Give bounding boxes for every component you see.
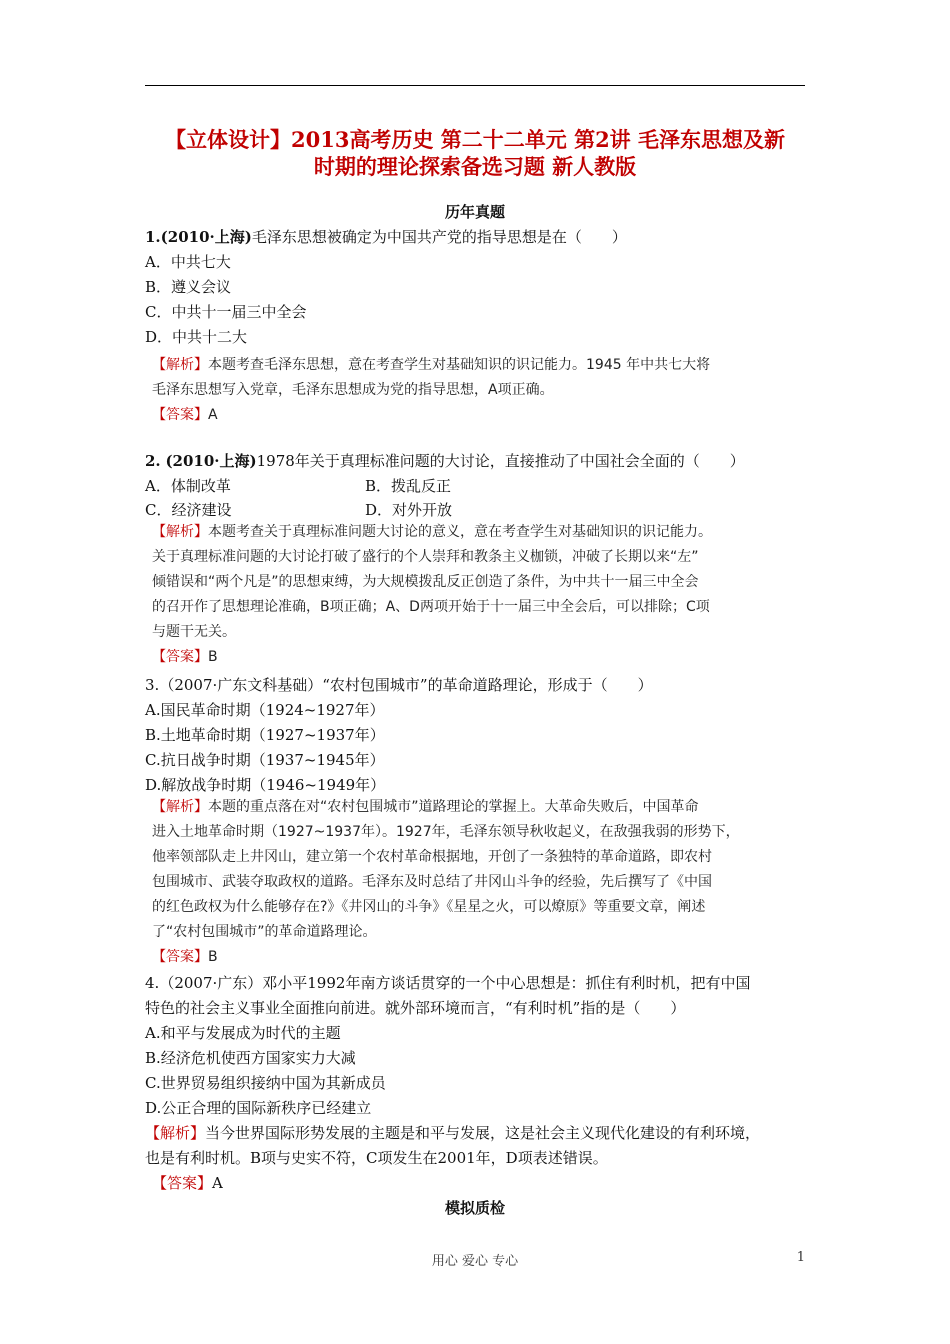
question-3-answer: B: [208, 949, 218, 965]
question-3-text: “农村包围城市”的革命道路理论，形成于（ ）: [322, 676, 653, 694]
question-3-stem: [145, 675, 810, 695]
question-3-explanation: [152, 795, 812, 970]
footer-motto: 用心 爱心 专心: [431, 1254, 519, 1269]
answer-tag: 【答案】: [152, 1174, 213, 1192]
question-3-option-b: B.土地革命时期（1927~1937年）: [145, 726, 385, 744]
answer-tag: 【答案】: [152, 649, 208, 665]
explanation-line: 的召开作了思想理论准确，B项正确；A、D两项开始于十一届三中全会后，可以排除；C项: [152, 599, 710, 615]
explanation-line: 进入土地革命时期（1927~1937年）。1927年，毛泽东领导秋收起义，在敌强我弱的形势下，: [152, 824, 740, 840]
explanation-line: 当今世界国际形势发展的主题是和平与发展，这是社会主义现代化建设的有利环境，: [205, 1124, 761, 1142]
question-1-option-c: C．中共十一届三中全会: [145, 303, 307, 321]
question-3-option-c: C.抗日战争时期（1937~1945年）: [145, 751, 385, 769]
question-2-option-a: A．体制改革: [145, 477, 231, 495]
explanation-line: 的红色政权为什么能够存在?》《井冈山的斗争》《星星之火，可以燎原》等重要文章，阐述: [152, 899, 706, 915]
question-4-stem-line-1: [145, 973, 810, 993]
header-rule: [145, 85, 805, 86]
question-4-option-b: B.经济危机使西方国家实力大减: [145, 1049, 356, 1067]
question-3-option-d: D.解放战争时期（1946~1949年）: [145, 776, 386, 794]
question-4-answer-line: [152, 1173, 817, 1193]
question-4-option-a: A.和平与发展成为时代的主题: [145, 1024, 341, 1042]
explanation-line: 毛泽东思想写入党章，毛泽东思想成为党的指导思想，A项正确。: [152, 382, 554, 398]
answer-tag: 【答案】: [152, 949, 208, 965]
question-1-option-d: D．中共十二大: [145, 328, 248, 346]
question-4-explanation-line-2: 也是有利时机。B项与史实不符，C项发生在2001年，D项表述错误。: [145, 1149, 608, 1167]
question-2-text: 1978年关于真理标准问题的大讨论，直接推动了中国社会全面的（ ）: [256, 452, 745, 470]
question-3-source: （2007·广东文科基础）: [159, 676, 323, 694]
explanation-line: 本题考查关于真理标准问题大讨论的意义，意在考查学生对基础知识的识记能力。: [208, 524, 712, 540]
question-1-source: (2010·上海): [160, 228, 252, 246]
question-4-number: 4.: [145, 974, 160, 992]
question-2-option-d: D．对外开放: [365, 501, 453, 519]
explanation-line: 包围城市、武装夺取政权的道路。毛泽东及时总结了井冈山斗争的经验，先后撰写了《中国: [152, 874, 712, 890]
question-2-number: 2.: [145, 452, 161, 470]
document-title: [145, 126, 805, 180]
question-4-stem-line-2: 特色的社会主义事业全面推向前进。就外部环境而言，“有利时机”指的是（ ）: [145, 999, 686, 1017]
title-line-2: 时期的理论探索备选习题 新人教版: [313, 154, 637, 179]
explanation-tag: 【解析】: [145, 1124, 206, 1142]
question-2-options-row-2: [145, 500, 810, 520]
title-line-1: 【立体设计】2013高考历史 第二十二单元 第2讲 毛泽东思想及新: [165, 127, 785, 152]
question-3-number: 3.: [145, 676, 160, 694]
explanation-tag: 【解析】: [152, 524, 208, 540]
section-heading-past-exams: 历年真题: [444, 203, 505, 221]
question-4-answer: A: [212, 1174, 223, 1192]
question-1-answer: A: [208, 407, 218, 423]
question-4-source: （2007·广东）: [159, 974, 263, 992]
question-1-text: 毛泽东思想被确定为中国共产党的指导思想是在（ ）: [251, 228, 627, 246]
explanation-tag: 【解析】: [152, 357, 208, 373]
explanation-tag: 【解析】: [152, 799, 208, 815]
question-1-stem: [145, 227, 810, 247]
question-2-option-c: C．经济建设: [145, 501, 232, 519]
question-1-option-b: B．遵义会议: [145, 278, 232, 296]
question-1-option-a: A．中共七大: [145, 253, 231, 271]
explanation-line: 关于真理标准问题的大讨论打破了盛行的个人崇拜和教条主义枷锁，冲破了长期以来“左”: [152, 549, 699, 565]
explanation-line: 他率领部队走上井冈山，建立第一个农村革命根据地，开创了一条独特的革命道路，即农村: [152, 849, 712, 865]
explanation-line: 倾错误和“两个凡是”的思想束缚，为大规模拨乱反正创造了条件，为中共十一届三中全会: [152, 574, 699, 590]
question-1-explanation: [152, 353, 812, 428]
question-2-stem: [145, 451, 810, 471]
explanation-line: 与题干无关。: [152, 624, 236, 640]
question-2-source: (2010·上海): [165, 452, 257, 470]
question-3-option-a: A.国民革命时期（1924~1927年）: [145, 701, 385, 719]
section-heading-mock: 模拟质检: [444, 1199, 505, 1217]
explanation-line: 本题的重点落在对“农村包围城市”道路理论的掌握上。大革命失败后，中国革命: [208, 799, 699, 815]
question-2-explanation: [152, 520, 812, 670]
question-2-answer: B: [208, 649, 218, 665]
question-2-option-b: B．拨乱反正: [365, 477, 452, 495]
explanation-line: 了“农村包围城市”的革命道路理论。: [152, 924, 377, 940]
question-1-number: 1.: [145, 228, 161, 246]
page-number: 1: [796, 1250, 805, 1265]
question-4-text: 邓小平1992年南方谈话贯穿的一个中心思想是：抓住有利时机，把有中国: [262, 974, 751, 992]
question-4-option-d: D.公正合理的国际新秩序已经建立: [145, 1099, 372, 1117]
question-4-option-c: C.世界贸易组织接纳中国为其新成员: [145, 1074, 386, 1092]
explanation-line: 本题考查毛泽东思想，意在考查学生对基础知识的识记能力。1945 年中共七大将: [208, 357, 711, 373]
answer-tag: 【答案】: [152, 407, 208, 423]
question-4-explanation-line-1: [145, 1123, 810, 1143]
question-2-options-row-1: [145, 476, 810, 496]
